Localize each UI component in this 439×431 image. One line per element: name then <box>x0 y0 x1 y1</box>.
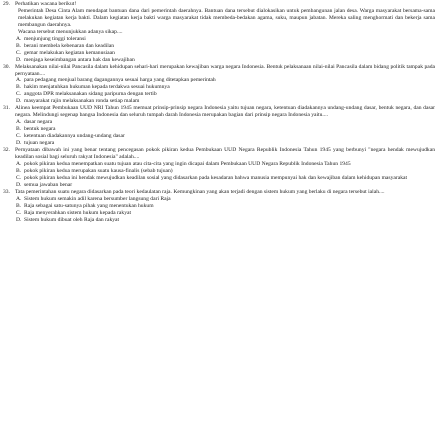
answer-option-c[interactable] <box>15 133 435 140</box>
answer-option-b[interactable] <box>15 84 435 91</box>
answer-option-b[interactable] <box>15 168 435 175</box>
option-letter: A. <box>16 77 22 84</box>
option-text: masyarakat rajin melaksanakan ronda setiap malam <box>24 98 140 105</box>
option-text: Raja menyerahkan sistem hukum kepada rakyat <box>24 209 132 216</box>
option-text: berani membela kebenaran dan keadilan <box>24 42 115 49</box>
option-text: pokok pikiran kedua merupakan suatu kausa-finalis (sebab tujuan) <box>24 167 173 174</box>
option-letter: A. <box>16 119 22 126</box>
answer-option-a[interactable] <box>15 119 435 126</box>
option-letter: B. <box>16 42 22 49</box>
answer-option-c[interactable] <box>15 175 435 182</box>
question-number: 30. <box>3 63 10 70</box>
answer-option-c[interactable] <box>15 210 435 217</box>
question-text: Melaksanakan nilai-nilai Pancasila dalam kehidupan sehari-hari merupakan kewajiban warga negara Indonesia. Bentuk pelaksanaan nilai-nilai Pancasila dalam bidang politik tampak pada pernyataan.... <box>15 63 435 77</box>
option-letter: C. <box>16 91 22 98</box>
option-letter: D. <box>16 181 22 188</box>
option-text: tujuan negara <box>24 140 55 147</box>
question-text: Pernyataan dibawah ini yang benar tentang pencegasan pokok pikiran kedua Pembukaan UUD Negara Republik Indonesia Tahun 1945 yang berbunyi "negara hendak mewujudkan keadilan sosial bagi seluruh rakyat Indonesia" adalah.... <box>15 147 435 160</box>
option-text: hakim menjatuhkan hukuman kepada terdakwa sesuai hukumnya <box>24 84 170 91</box>
option-text: Raja sebagai satu-satunya pihak yang menentukan hukum <box>24 202 154 209</box>
option-letter: B. <box>16 167 22 174</box>
answer-options <box>15 77 435 105</box>
question-number: 32. <box>3 147 10 154</box>
option-letter: D. <box>16 216 22 223</box>
reading-passage: Pemerintah Desa Cinta Alam mendapat bantuan dana dari pemerintah daerahnya. Bantuan dana tersebut dialokasikan untuk pembangunan jalan desa. Warga masyarakat bersama-sama melakukan kegiatan kerja bakti. Dalam kegiatan kerja bakti warga masyarakat tidak membeda-bedakan agama, suku, maupun jabatan. Mereka saling menghormati dan bekerja sama membangun daerahnya. <box>18 7 435 28</box>
answer-option-a[interactable] <box>15 196 435 203</box>
answer-options <box>15 119 435 147</box>
question-intro: Perhatikan wacana berikut! <box>15 1 77 7</box>
option-letter: C. <box>16 49 22 56</box>
option-letter: A. <box>16 35 22 42</box>
answer-option-d[interactable] <box>15 140 435 147</box>
question-32 <box>3 147 435 189</box>
option-letter: C. <box>16 174 22 181</box>
option-letter: D. <box>16 98 22 105</box>
option-text: semua jawaban benar <box>24 181 73 188</box>
option-letter: C. <box>16 209 22 216</box>
question-31 <box>3 105 435 147</box>
answer-option-a[interactable] <box>15 36 435 43</box>
answer-option-d[interactable] <box>15 217 435 224</box>
option-text: pokok pikiran kedua ini hendak mewujudkan keadilan sosial yang didasarkan pada kesadaran bahwa manusia mempunyai hak dan kewajiban dalam kehidupan masyarakat <box>24 174 408 181</box>
question-29 <box>3 1 435 64</box>
option-text: Sistem hukum semakin adil karena bersumber langsung dari Raja <box>24 195 171 202</box>
option-text: para pedagang menjual barang dagangannya sesuai harga yang ditetapkan pemerintah <box>24 77 216 84</box>
question-number: 29. <box>3 1 10 7</box>
answer-option-c[interactable] <box>15 91 435 98</box>
question-33 <box>3 189 435 224</box>
option-text: ketentuan diadakannya undang-undang dasar <box>24 133 125 140</box>
question-text: Alinea keempat Pembukaan UUD NRI Tahun 1945 memuat prinsip-prinsip negara Indonesia yaitu tujuan negara, ketentuan diadakannya undang-undang dasar, bentuk negara, dan dasar negara. Melindungi segenap bangsa Indonesia dan seluruh tumpah darah Indonesia merupakan bagian dari prinsip negara Indonesia yaitu.... <box>15 105 435 119</box>
option-letter: B. <box>16 126 22 133</box>
option-letter: D. <box>16 56 22 63</box>
option-letter: B. <box>16 202 22 209</box>
option-text: menjaga keseimbangan antara hak dan kewajiban <box>24 56 135 63</box>
option-letter: D. <box>16 140 22 147</box>
option-text: anggota DPR melaksanakan sidang paripurna dengan tertib <box>24 91 157 98</box>
option-text: pokok pikiran kedua menempatkan suatu tujuan atau cita-cita yang ingin dicapai dalam Pembukaan UUD Negara Republik Indonesia Tahun 1945 <box>24 160 351 167</box>
answer-option-a[interactable] <box>15 161 435 168</box>
option-text: Sistem hukum dibuat oleh Raja dan rakyat <box>24 216 120 223</box>
option-text: gemar melakukan kegiatan kemanusiaan <box>24 49 115 56</box>
answer-option-d[interactable] <box>15 57 435 64</box>
option-text: bentuk negara <box>24 126 56 133</box>
answer-options <box>15 196 435 224</box>
answer-option-c[interactable] <box>15 50 435 57</box>
answer-option-b[interactable] <box>15 43 435 50</box>
question-number: 31. <box>3 105 10 112</box>
option-letter: C. <box>16 133 22 140</box>
option-letter: B. <box>16 84 22 91</box>
answer-option-d[interactable] <box>15 98 435 105</box>
question-number: 33. <box>3 188 10 195</box>
question-text: Wacana tersebut menunjukkan adanya sikap.... <box>18 28 123 35</box>
question-text: Tata pemerintahan suatu negara didasarkan pada teori kedaulatan raja. Kemungkinan yang akan terjadi dengan sistem hukum yang berlaku di negara tersebut ialah.... <box>15 188 385 195</box>
answer-option-b[interactable] <box>15 203 435 210</box>
answer-option-b[interactable] <box>15 126 435 133</box>
option-text: dasar negara <box>24 119 53 126</box>
answer-option-d[interactable] <box>15 182 435 189</box>
option-letter: A. <box>16 160 22 167</box>
answer-option-a[interactable] <box>15 77 435 84</box>
answer-options <box>15 36 435 64</box>
question-30 <box>3 64 435 106</box>
option-letter: A. <box>16 195 22 202</box>
option-text: menjunjung tinggi toleransi <box>24 35 86 42</box>
answer-options <box>15 161 435 189</box>
